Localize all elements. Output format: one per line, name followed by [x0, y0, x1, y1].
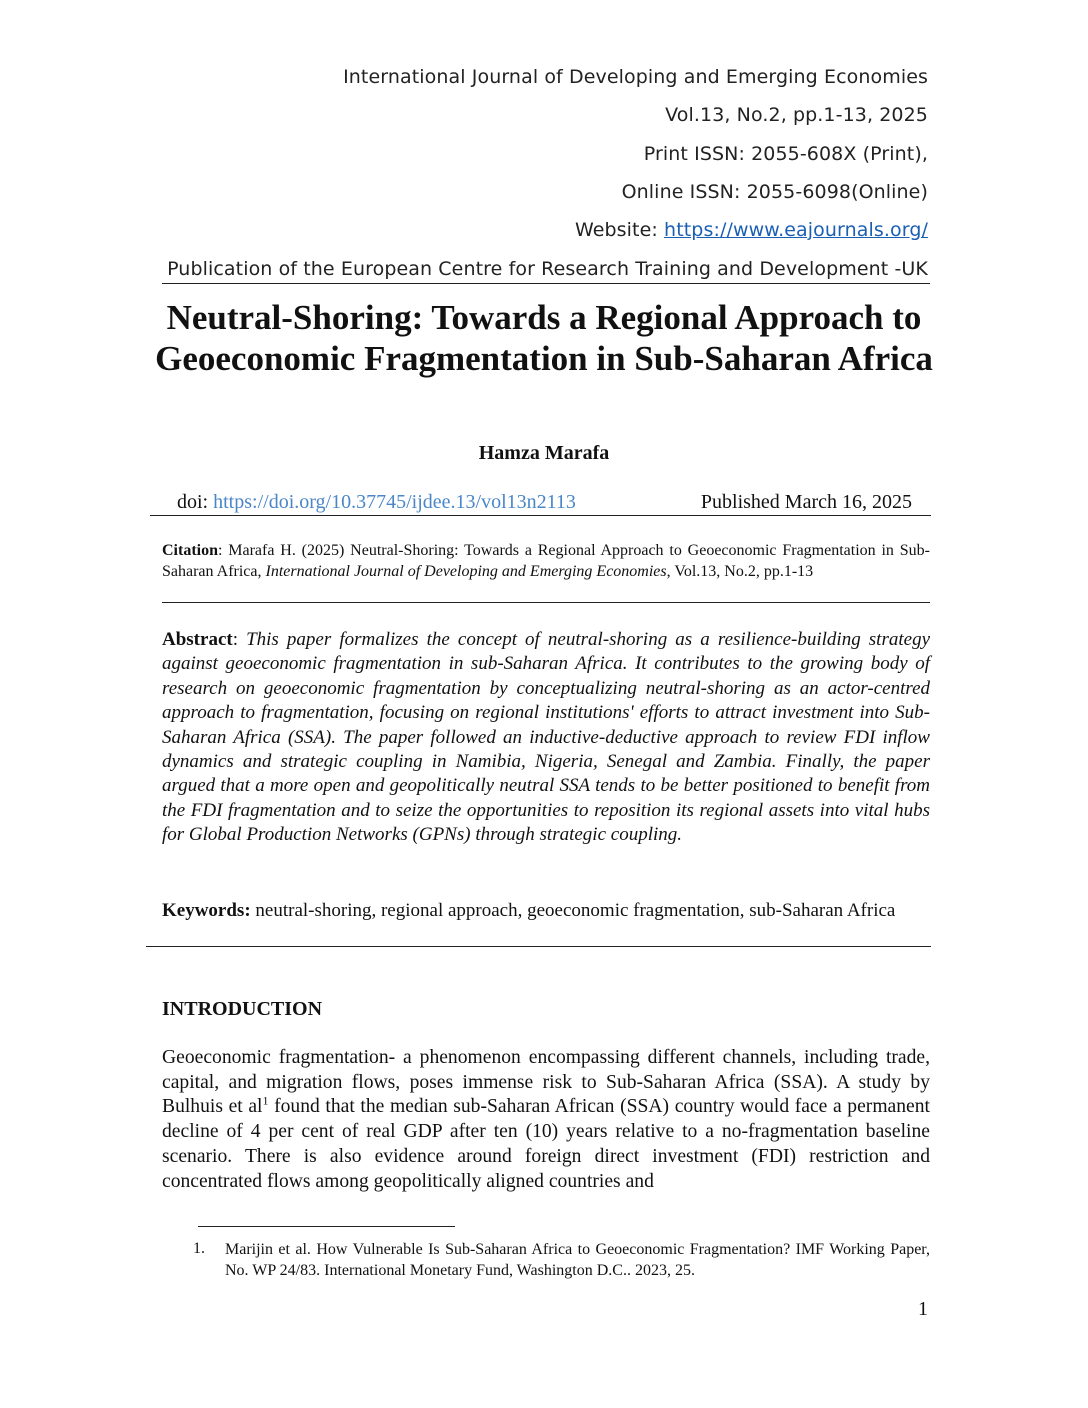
keywords — [162, 899, 930, 923]
footnote-ref[interactable]: 1 — [262, 1093, 269, 1108]
online-issn: Online ISSN: 2055-6098(Online) — [621, 181, 928, 203]
introduction-paragraph — [162, 1046, 930, 1194]
journal-name: International Journal of Developing and Emerging Economies — [343, 66, 928, 88]
abstract-text: This paper formalizes the concept of neutral-shoring as a resilience-building strategy against geoeconomic fragmentation in sub-Saharan Africa. It contributes to the growing body of research on geoeconomic fragmentation by conceptualizing neutral-shoring as an actor-centred approach to fragmentation, focusing on regional institutions' efforts to attract investment into Sub-Saharan Africa (SSA). The paper followed an inductive-deductive approach to review FDI inflow dynamics and strategic coupling in Namibia, Nigeria, Senegal and Zambia. Finally, the paper argued that a more open and geopolitically neutral SSA tends to be better positioned to benefit from the FDI fragmentation and to seize the opportunities to reposition its regional assets into vital hubs for Global Production Networks (GPNs) through strategic coupling. — [162, 629, 930, 846]
citation — [162, 541, 930, 582]
citation-text: : Marafa H. (2025) Neutral-Shoring: Towards a Regional Approach to Geoeconomic Fragmentation in Sub-Saharan Africa, — [162, 542, 930, 580]
intro-text-part2: found that the median sub-Saharan African (SSA) country would face a permanent decline of 4 per cent of real GDP after ten (10) years relative to a no-fragmentation baseline scenario. There is also evidence around foreign direct investment (FDI) restriction and concentrated flows among geopolitically aligned countries and — [162, 1096, 930, 1192]
section-heading: INTRODUCTION — [162, 998, 323, 1020]
page-number: 1 — [918, 1298, 928, 1320]
website-line — [575, 219, 928, 241]
paper-title: Neutral-Shoring: Towards a Regional Approach to Geoeconomic Fragmentation in Sub-Saharan Africa — [155, 298, 933, 378]
keywords-label: Keywords: — [162, 900, 251, 921]
keywords-rule — [146, 946, 931, 947]
footnote-number: 1. — [193, 1240, 205, 1257]
doi-label: doi: — [177, 491, 214, 513]
footnote-rule — [198, 1226, 455, 1227]
footnote-text: Marijin et al. How Vulnerable Is Sub-Saharan Africa to Geoeconomic Fragmentation? IMF Working Paper, No. WP 24/83. International Monetary Fund, Washington D.C.. 2023, 25. — [225, 1241, 930, 1279]
abstract: Abstract: This paper formalizes the concept of neutral-shoring as a resilience-building strategy against geoeconomic fragmentation in sub-Saharan Africa. It contributes to the growing body of research on geoeconomic fragmentation by conceptualizing neutral-shoring as an actor-centred approach to fragmentation, focusing on regional institutions' efforts to attract investment into Sub-Saharan Africa (SSA). The paper followed an inductive-deductive approach to review FDI inflow dynamics and strategic coupling in Namibia, Nigeria, Senegal and Zambia. Finally, the paper argued that a more open and geopolitically neutral SSA tends to be better positioned to benefit from the FDI fragmentation and to seize the opportunities to reposition its regional assets into vital hubs for Global Production Networks (GPNs) through strategic coupling. — [162, 629, 930, 846]
website-link[interactable]: https://www.eajournals.org/ — [664, 219, 928, 241]
citation-tail: , Vol.13, No.2, pp.1-13 — [666, 562, 814, 580]
author-name: Hamza Marafa — [478, 442, 610, 464]
website-label: Website: — [574, 219, 665, 241]
citation-rule — [162, 602, 930, 603]
published-date: Published March 16, 2025 — [700, 491, 912, 513]
publisher-line: Publication of the European Centre for Research Training and Development -UK — [167, 258, 928, 280]
volume-info: Vol.13, No.2, pp.1-13, 2025 — [665, 104, 928, 126]
header-rule — [162, 283, 930, 284]
intro-text-part1: Geoeconomic fragmentation- a phenomenon encompassing different channels, including trade, capital, and migration flows, poses immense risk to Sub-Saharan Africa (SSA). A study by Bulhuis et al — [162, 1047, 930, 1118]
doi-line — [177, 491, 576, 514]
citation-label: Citation — [162, 542, 218, 559]
citation-journal: International Journal of Developing and Emerging Economies — [265, 562, 667, 580]
abstract-label: Abstract — [162, 629, 233, 650]
doi-link[interactable]: https://doi.org/10.37745/ijdee.13/vol13n2113 — [213, 491, 576, 513]
doi-rule — [150, 515, 931, 516]
print-issn: Print ISSN: 2055-608X (Print), — [643, 143, 928, 165]
keywords-text: neutral-shoring, regional approach, geoeconomic fragmentation, sub-Saharan Africa — [250, 900, 896, 921]
